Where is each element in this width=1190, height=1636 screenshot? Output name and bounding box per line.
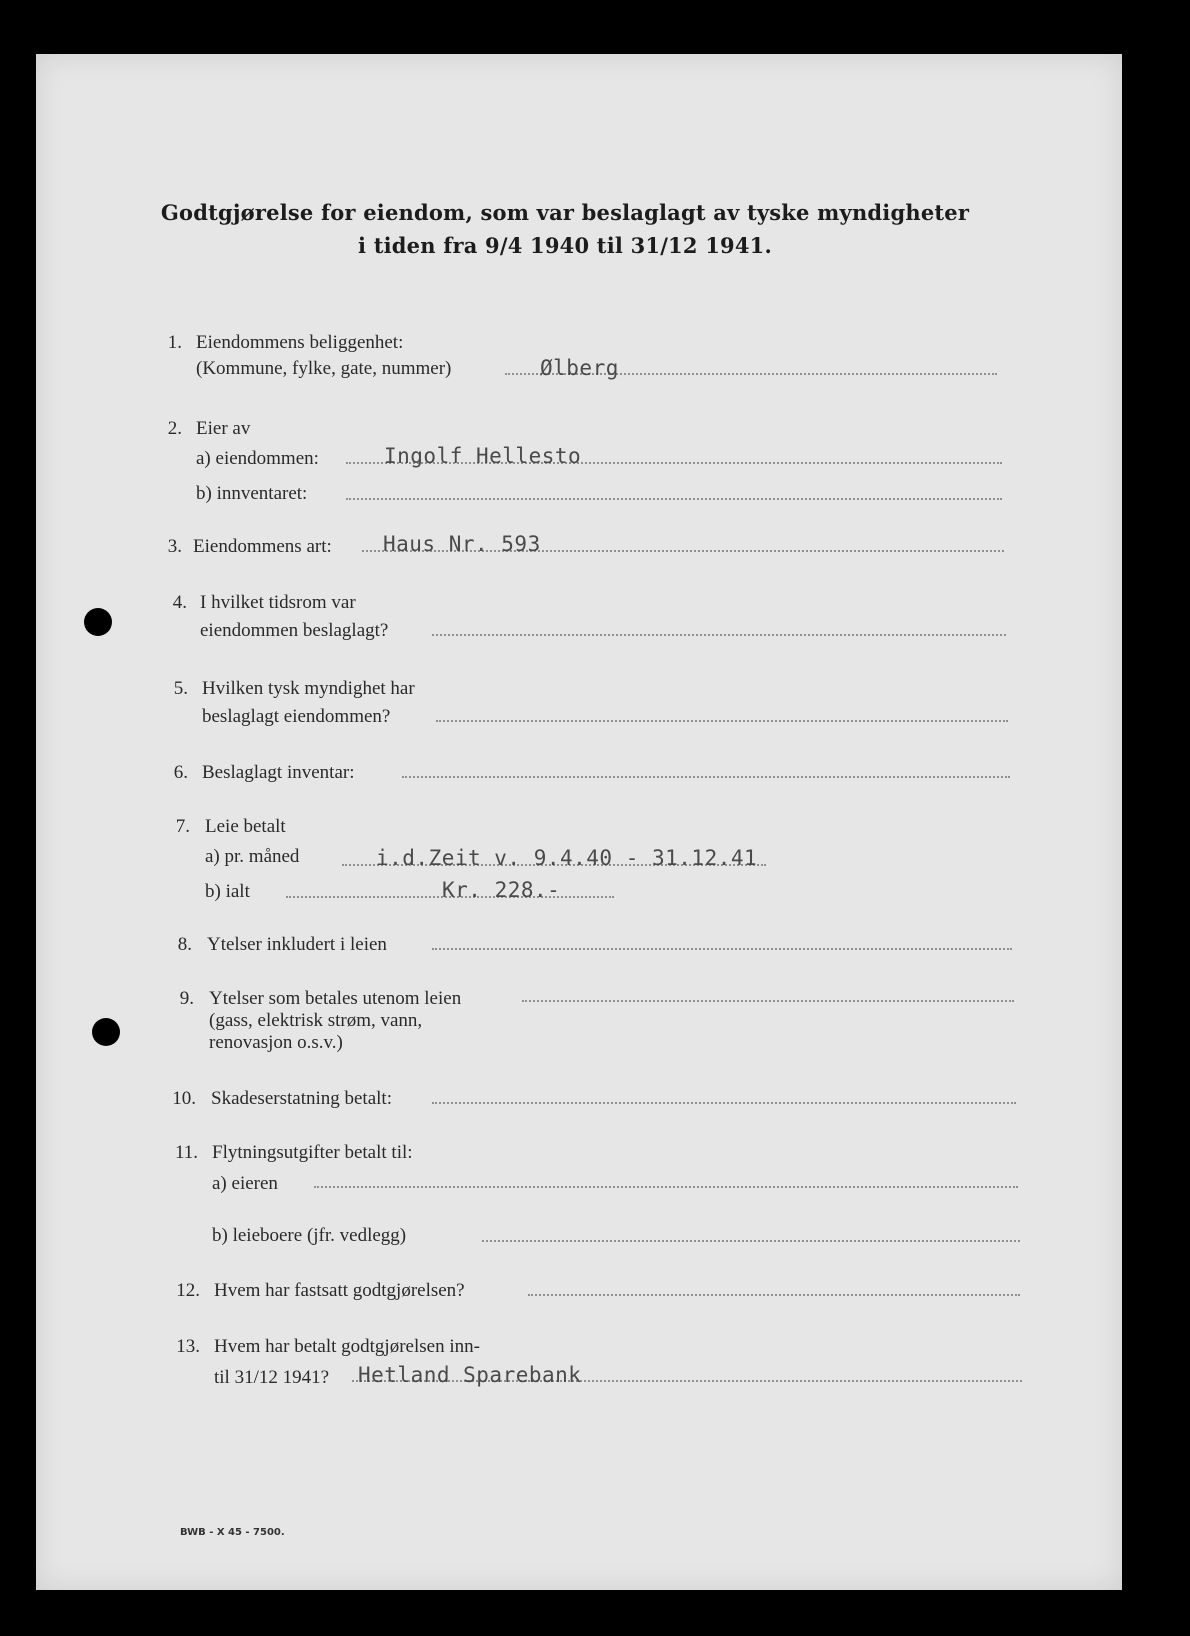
- item-7-label: Leie betalt: [205, 816, 286, 837]
- item-8-number: 8.: [177, 934, 192, 955]
- item-13-sublabel: til 31/12 1941?: [214, 1367, 330, 1388]
- item-13-value: Hetland Sparebank: [358, 1363, 582, 1387]
- form-title-line1: Godtgjørelse for eiendom, som var beslaglagt av tyske myndigheter: [160, 200, 970, 225]
- item-6-label: Beslaglagt inventar:: [202, 762, 355, 783]
- item-1-label: Eiendommens beliggenhet:: [196, 332, 404, 353]
- form-sheet: [36, 54, 1122, 1590]
- item-5-label: Hvilken tysk myndighet har: [202, 678, 415, 699]
- item-12-number: 12.: [176, 1280, 200, 1301]
- item-11a-label: a) eieren: [212, 1173, 278, 1194]
- item-2-label: Eier av: [196, 418, 251, 439]
- punch-hole-top: [84, 608, 112, 636]
- item-11b-label: b) leieboere (jfr. vedlegg): [212, 1225, 407, 1246]
- item-12-label: Hvem har fastsatt godtgjørelsen?: [214, 1280, 465, 1301]
- item-10-label: Skadeserstatning betalt:: [211, 1088, 392, 1109]
- item-8-fill-line: [432, 948, 1012, 950]
- form-title-line2: i tiden fra 9/4 1940 til 31/12 1941.: [358, 233, 772, 258]
- item-3-label: Eiendommens art:: [193, 536, 332, 557]
- item-11a-fill-line: [314, 1186, 1018, 1188]
- item-2b-fill-line: [346, 498, 1002, 500]
- item-2a-label: a) eiendommen:: [196, 448, 319, 469]
- item-12-fill-line: [528, 1294, 1020, 1296]
- item-11-label: Flytningsutgifter betalt til:: [212, 1142, 413, 1163]
- item-6-fill-line: [402, 776, 1010, 778]
- item-9-sublabel-1: (gass, elektrisk strøm, vann,: [209, 1010, 423, 1031]
- item-9-sublabel-2: renovasjon o.s.v.): [209, 1032, 343, 1053]
- item-10-fill-line: [432, 1102, 1016, 1104]
- item-7a-label: a) pr. måned: [205, 846, 300, 867]
- item-7b-value: Kr. 228.-: [442, 878, 561, 902]
- item-1-value: Ølberg: [540, 356, 619, 380]
- item-7a-value: i.d.Zeit v. 9.4.40 - 31.12.41: [376, 846, 758, 870]
- item-3-number: 3.: [167, 536, 182, 557]
- item-2b-label: b) innventaret:: [196, 483, 308, 504]
- item-4-label: I hvilket tidsrom var: [200, 592, 356, 613]
- item-9-label: Ytelser som betales utenom leien: [209, 988, 462, 1009]
- item-5-number: 5.: [173, 678, 188, 699]
- item-5-sublabel: beslaglagt eiendommen?: [202, 706, 391, 727]
- item-3-value: Haus Nr. 593: [383, 532, 541, 556]
- item-13-label: Hvem har betalt godtgjørelsen inn-: [214, 1336, 480, 1357]
- item-9-number: 9.: [179, 988, 194, 1009]
- item-1-sublabel: (Kommune, fylke, gate, nummer): [196, 358, 452, 379]
- item-1-number: 1.: [167, 332, 182, 353]
- item-7b-label: b) ialt: [205, 881, 250, 902]
- item-5-fill-line: [436, 720, 1008, 722]
- item-11b-fill-line: [482, 1240, 1020, 1242]
- item-10-number: 10.: [172, 1088, 196, 1109]
- item-8-label: Ytelser inkludert i leien: [207, 934, 387, 955]
- punch-hole-bottom: [92, 1018, 120, 1046]
- item-9-fill-line: [522, 1000, 1014, 1002]
- form-code-footer: BWB - X 45 - 7500.: [180, 1527, 285, 1538]
- item-6-number: 6.: [173, 762, 188, 783]
- item-13-number: 13.: [176, 1336, 200, 1357]
- item-4-sublabel: eiendommen beslaglagt?: [200, 620, 389, 641]
- item-7-number: 7.: [175, 816, 190, 837]
- item-2a-value: Ingolf Hellesto: [384, 444, 582, 468]
- item-11-number: 11.: [174, 1142, 198, 1163]
- item-4-number: 4.: [172, 592, 187, 613]
- item-2-number: 2.: [167, 418, 182, 439]
- item-4-fill-line: [432, 634, 1006, 636]
